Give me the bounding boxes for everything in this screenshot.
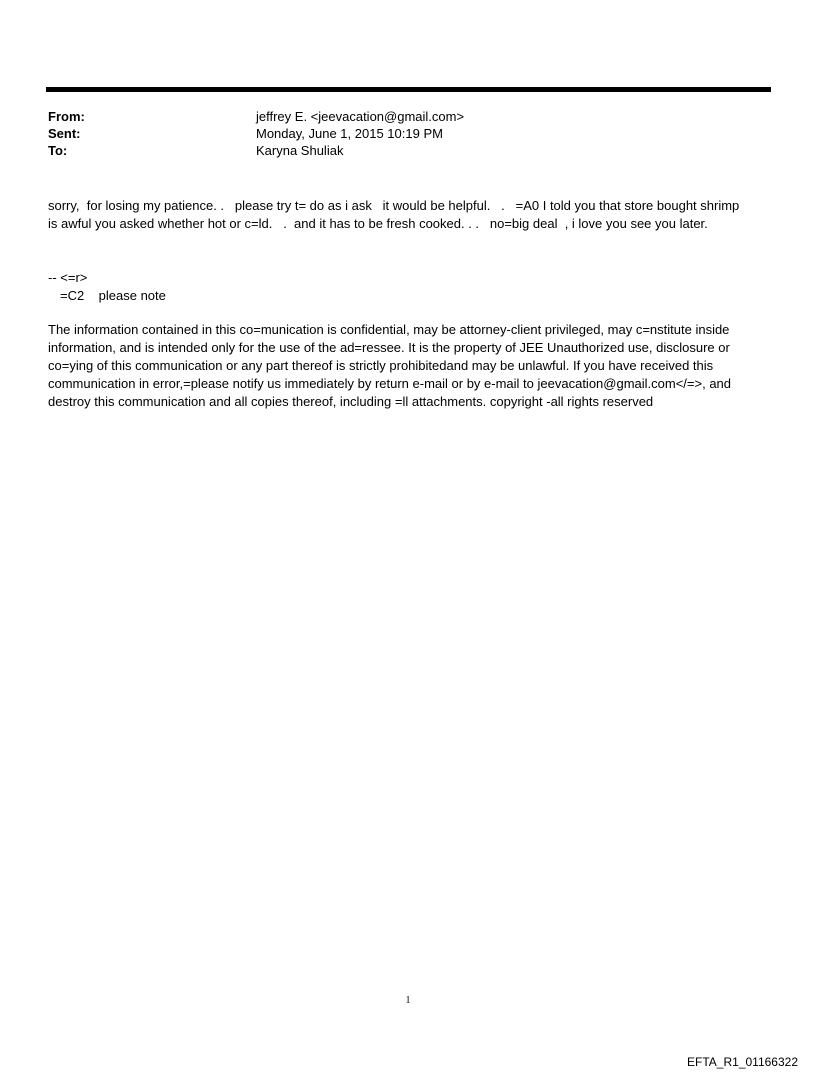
signature-line: -- <=r> xyxy=(48,270,88,285)
disclaimer-line: destroy this communication and all copies thereof, including =ll attachments. copyright -all rights reserved xyxy=(48,394,654,409)
disclaimer-line: co=ying of this communication or any part thereof is strictly prohibitedand may be unlawful. If you have received this xyxy=(48,358,714,373)
disclaimer-line: The information contained in this co=munication is confidential, may be attorney-client privileged, may c=nstitute inside xyxy=(48,322,730,337)
body-line: sorry, for losing my patience. . please try t= do as i ask it would be helpful. . =A0 I told you that store bought shrimp xyxy=(48,198,740,213)
to-value: Karyna Shuliak xyxy=(256,143,344,158)
sent-row xyxy=(48,125,768,142)
sent-value: Monday, June 1, 2015 10:19 PM xyxy=(256,126,443,141)
confidentiality-disclaimer xyxy=(48,321,772,411)
message-body xyxy=(48,197,772,233)
sent-label: Sent: xyxy=(48,126,81,141)
signature xyxy=(48,269,772,305)
header-divider xyxy=(46,87,771,92)
to-row xyxy=(48,142,768,159)
body-line: is awful you asked whether hot or c=ld. . and it has to be fresh cooked. . . no=big deal , i love you see you later. xyxy=(48,216,708,231)
to-label: To: xyxy=(48,143,68,158)
from-label: From: xyxy=(48,109,85,124)
signature-line: =C2 please note xyxy=(60,288,166,303)
disclaimer-line: communication in error,=please notify us immediately by return e-mail or by e-mail to jeevacation@gmail.com</=>, and xyxy=(48,376,732,391)
from-row xyxy=(48,108,768,125)
disclaimer-line: information, and is intended only for the use of the ad=ressee. It is the property of JEE Unauthorized use, disclosure or xyxy=(48,340,730,355)
email-header xyxy=(48,108,768,159)
page-number: 1 xyxy=(405,995,411,1006)
from-value: jeffrey E. <jeevacation@gmail.com> xyxy=(256,109,465,124)
document-id: EFTA_R1_01166322 xyxy=(687,1055,798,1069)
